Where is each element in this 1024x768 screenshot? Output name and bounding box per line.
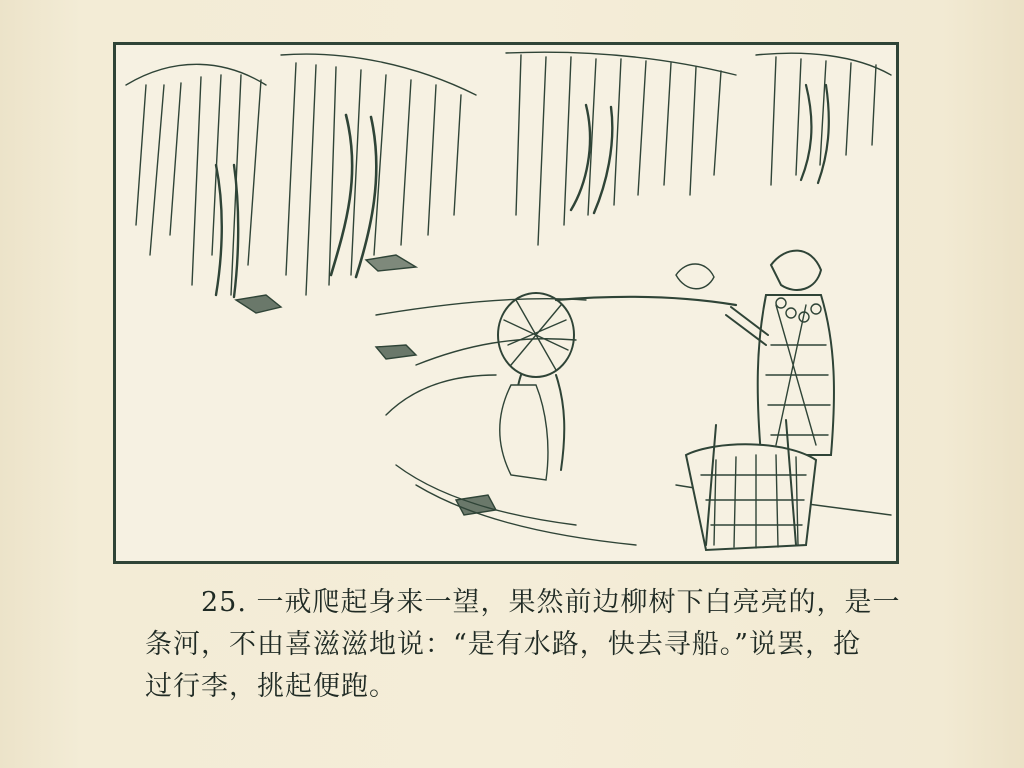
- caption-text-block: [145, 582, 901, 708]
- caption-line: 过行李，挑起便跑。: [145, 671, 397, 702]
- caption-line: 25. 一戒爬起身来一望，果然前边柳树下白亮亮的，是一: [145, 587, 901, 618]
- ink-illustration: [116, 45, 896, 561]
- illustration-frame: [113, 42, 899, 564]
- caption-line: 条河，不由喜滋滋地说：“是有水路，快去寻船。”说罢，抢: [145, 629, 862, 660]
